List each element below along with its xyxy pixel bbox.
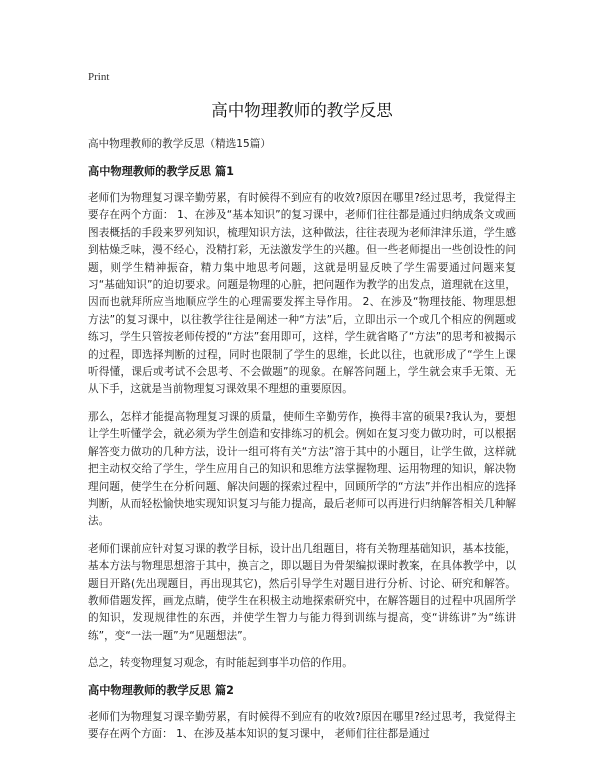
paragraph: 老师们为物理复习课辛勤劳累，有时候得不到应有的收效?原因在哪里?经过思考，我觉得主要存在两个方面： 1、在涉及“基本知识”的复习课中，老师们往往都是通过归纳成条文或画图表概括的手段来罗列知识，梳理知识方法，这种做法，往往表现为老师津津乐道，学生感到枯燥乏味，漫不经心，没精打彩，无法激发学生的兴趣。但一些老师提出一些创设性的问题，则学生精神振奋，精力集中地思考问题，这就是明显反映了学生需要通过问题来复习“基础知识”的迫切要求。问题是物理的心脏，把问题作为教学的出发点，道理就在这里，因而也就拜所应当地顺应学生的心理需要发挥主导作用。 2、在涉及“物理技能、物理思想方法”的复习课中，以往教学往往是阐述一种“方法”后，立即出示一个或几个相应的例题或练习，学生只管按老师传授的“方法”套用即可，这样，学生就省略了“方法”的思考和被揭示的过程，即选择判断的过程，同时也限制了学生的思维，长此以往，也就形成了“学生上课听得懂，课后或考试不会思考、不会做题”的现象。在解答问题上，学生就会束手无策、无从下手，这就是当前物理复习课效果不理想的重要原因。 bbox=[88, 192, 516, 396]
paragraph: 老师们课前应针对复习课的教学目标，设计出几组题目，将有关物理基础知识，基本技能，基本方法与物理思想溶于其中，换言之，即以题目为骨架编拟课时教案，在具体教学中，以题目开路(先出现题目，再出现其它)，然后引导学生对题目进行分析、讨论、研究和解答。教师借题发挥，画龙点睛，使学生在积极主动地探索研究中，在解答题目的过程中巩固所学的知识，发现规律性的东西，并使学生智力与能力得到训练与提高，变“讲练讲”为“练讲练”，变“一法一题”为“见题想法”。 bbox=[88, 542, 516, 642]
paragraph: 总之，转变物理复习观念，有时能起到事半功倍的作用。 bbox=[88, 657, 353, 670]
print-link[interactable]: Print bbox=[88, 71, 110, 83]
section-heading: 高中物理教师的教学反思 篇2 bbox=[88, 683, 234, 697]
document-title: 高中物理教师的教学反思 bbox=[211, 101, 393, 120]
section-heading: 高中物理教师的教学反思 篇1 bbox=[88, 165, 234, 178]
document-page bbox=[88, 70, 516, 743]
paragraph: 那么，怎样才能提高物理复习课的质量，使师生辛勤劳作，换得丰富的硕果?我认为，要想让学生听懂学会，就必须为学生创造和安排练习的机会。例如在复习变力做功时，可以根据解答变力做功的几种方法，设计一组可将有关“方法”溶于其中的小题目，让学生做，这样就把主动权交给了学生，学生应用自己的知识和思维方法掌握物理、运用物理的知识，解决物理问题，使学生在分析问题、解决问题的探索过程中，回顾所学的“方法”并作出相应的选择判断，从而轻松愉快地实现知识复习与能力提高，最后老师可以再进行归纳解答相关几种解法。 bbox=[88, 410, 516, 528]
section-1 bbox=[88, 164, 516, 673]
document-subtitle: 高中物理教师的教学反思（精选15篇） bbox=[88, 138, 271, 150]
paragraph: 老师们为物理复习课辛勤劳累，有时候得不到应有的收效?原因在哪里?经过思考，我觉得主要存在两个方面： 1、在涉及基本知识的复习课中， 老师们往往都是通过 bbox=[88, 710, 516, 740]
section-2 bbox=[88, 683, 516, 744]
